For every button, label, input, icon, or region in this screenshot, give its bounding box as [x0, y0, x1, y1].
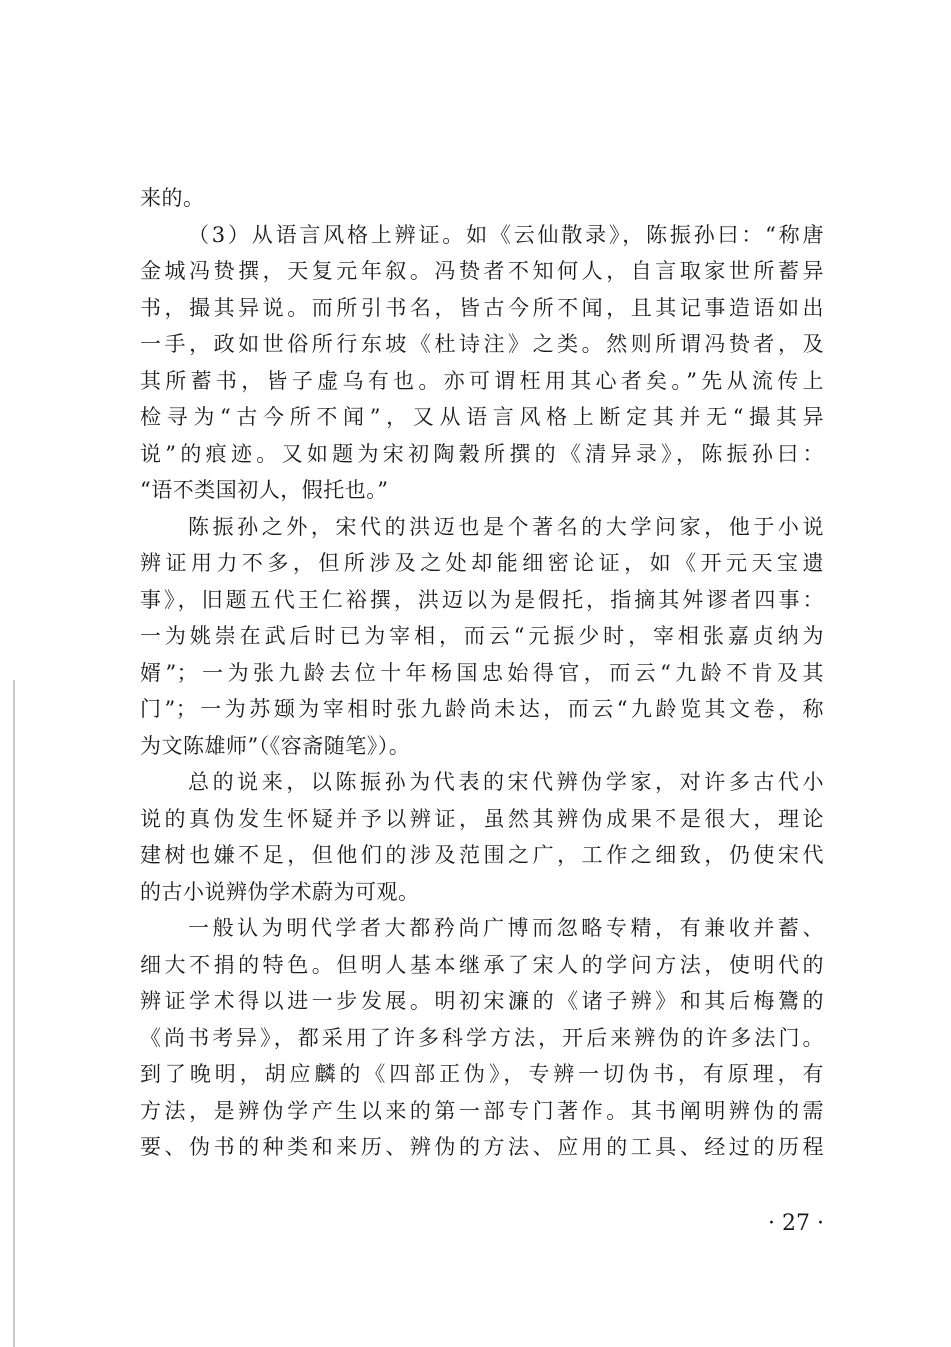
text-line: 细大不捐的特色。但明人基本继承了宋人的学问方法，使明代的	[140, 952, 824, 977]
text-line: 一手，政如世俗所行东坡《杜诗注》之类。然则所谓冯贽者，及	[140, 332, 824, 356]
text-line: 的古小说辨伪学术蔚为可观。	[140, 879, 420, 904]
text-line: 一般认为明代学者大都矜尚广博而忽略专精，有兼收并蓄、	[188, 916, 824, 940]
text-line: “语不类国初人，假托也。”	[140, 478, 389, 502]
text-line: 到了晚明，胡应麟的《四部正伪》，专辨一切伪书，有原理，有	[140, 1062, 824, 1086]
text-line: 说的真伪发生怀疑并予以辨证，虽然其辨伪成果不是很大，理论	[140, 806, 824, 831]
text-line: 《尚书考异》，都采用了许多科学方法，开后来辨伪的许多法门。	[140, 1025, 824, 1050]
scan-edge-line	[13, 680, 15, 1347]
text-line: （3）从语言风格上辨证。如《云仙散录》，陈振孙曰：“称唐	[188, 222, 824, 247]
text-line: 辨证用力不多，但所涉及之处却能细密论证，如《开元天宝遗	[140, 551, 824, 575]
text-line: 说”的痕迹。又如题为宋初陶穀所撰的《清异录》，陈振孙曰：	[140, 441, 824, 466]
text-line: 书，撮其异说。而所引书名，皆古今所不闻，且其记事造语如出	[140, 295, 824, 320]
text-line: 检寻为“古今所不闻”，又从语言风格上断定其并无“撮其异	[140, 405, 824, 429]
text-line: 为文陈雄师”（《容斋随笔》）。	[140, 733, 411, 758]
text-line: 建树也嫌不足，但他们的涉及范围之广，工作之细致，仍使宋代	[140, 843, 824, 867]
text-line: 婿”；一为张九龄去位十年杨国忠始得官，而云“九龄不肯及其	[140, 660, 824, 685]
text-line: 其所蓄书，皆子虚乌有也。亦可谓枉用其心者矣。”先从流传上	[140, 368, 824, 393]
text-line: 辨证学术得以进一步发展。明初宋濂的《诸子辨》和其后梅鷟的	[140, 989, 824, 1013]
text-line: 方法，是辨伪学产生以来的第一部专门著作。其书阐明辨伪的需	[140, 1098, 824, 1123]
text-line: 金城冯贽撰，天复元年叙。冯贽者不知何人，自言取家世所蓄异	[140, 259, 824, 283]
text-line: 总的说来，以陈振孙为代表的宋代辨伪学家，对许多古代小	[188, 770, 824, 794]
text-line: 陈振孙之外，宋代的洪迈也是个著名的大学问家，他于小说	[188, 514, 824, 539]
text-line: 门”；一为苏颋为宰相时张九龄尚未达，而云“九龄览其文卷，称	[140, 697, 824, 721]
page-number: · 27 ·	[768, 1211, 824, 1236]
text-line: 来的。	[140, 186, 205, 210]
text-line: 事》，旧题五代王仁裕撰，洪迈以为是假托，指摘其舛谬者四事：	[140, 587, 824, 612]
text-line: 一为姚崇在武后时已为宰相，而云“元振少时，宰相张嘉贞纳为	[140, 624, 824, 648]
body-text	[140, 180, 824, 1166]
text-line: 要、伪书的种类和来历、辨伪的方法、应用的工具、经过的历程	[140, 1135, 824, 1159]
